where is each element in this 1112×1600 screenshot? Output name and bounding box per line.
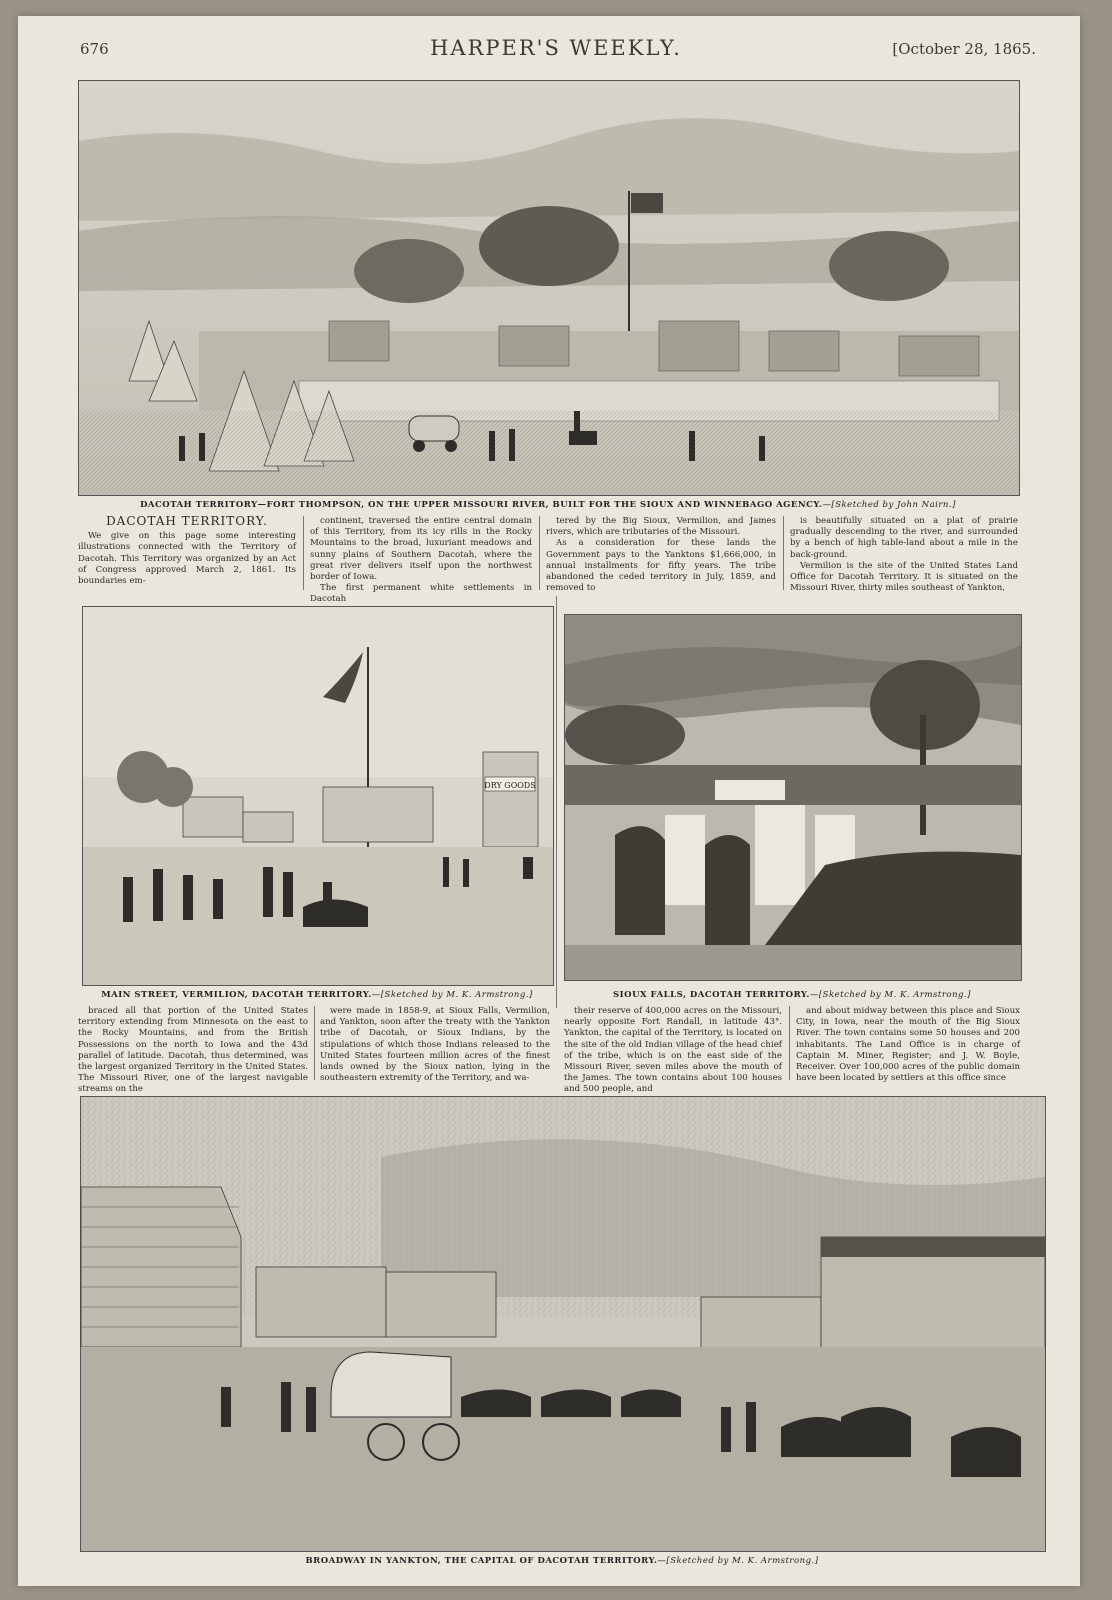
center-column-rule [556, 596, 557, 1008]
sioux-falls-engraving [565, 615, 1021, 980]
column-rule [314, 1006, 315, 1080]
article-paragraph: is beautifully situated on a plat of prairie gradually descending to the river, and surrounded by a bench of high table-land about a mile in the back-ground. [790, 516, 1018, 560]
caption-credit: —[Sketched by M. K. Armstrong.] [371, 990, 533, 1000]
caption-text: SIOUX FALLS, DACOTAH TERRITORY. [613, 990, 810, 1000]
vermilion-engraving [83, 607, 553, 985]
column-rule [539, 516, 540, 590]
newspaper-title: HARPER'S WEEKLY. [430, 36, 682, 60]
masthead [36, 34, 1076, 64]
article-column-3 [546, 516, 776, 594]
article-heading: DACOTAH TERRITORY. [106, 514, 268, 528]
yankton-engraving [81, 1097, 1045, 1551]
article-paragraph: Vermilion is the site of the United States Land Office for Dacotah Territory. It is situated on the Missouri River, thirty miles southeast of Yankton, [790, 560, 1018, 594]
article-column-2 [310, 516, 532, 605]
article-paragraph: We give on this page some interesting illustrations connected with the Territory of Dacotah. This Territory was organized by an Act of Congress approved March 2, 1861. Its boundaries em- [78, 531, 296, 587]
article-paragraph: were made in 1858-9, at Sioux Falls, Vermilion, and Yankton, soon after the treaty with the Yankton tribe of Dacotah, or Sioux Indians, by the stipulations of which those Indians released to the United States fourteen million acres of the finest lands owned by the Sioux nation, lying in the southeastern extremity of the Territory, and wa- [320, 1006, 550, 1084]
illustration-vermilion [82, 606, 554, 986]
article-paragraph: continent, traversed the entire central domain of this Territory, from its icy rills in the Rocky Mountains to the broad, luxuriant meadows and sunny plains of Southern Dacotah, where the great river delivers itself upon the northwest border of Iowa. [310, 516, 532, 583]
illustration-sioux-falls [564, 614, 1022, 981]
caption-credit: —[Sketched by M. K. Armstrong.] [809, 990, 971, 1000]
article-column-8 [796, 1006, 1020, 1084]
article-column-5 [78, 1006, 308, 1095]
article-paragraph: and about midway between this place and Sioux City, in Iowa, near the mouth of the Big Sioux River. The town contains some 50 houses and 200 inhabitants. The Land Office is in charge of Captain M. Miner, Register; and J. W. Boyle, Receiver. Over 100,000 acres of the public domain have been located by settlers at this office since [796, 1006, 1020, 1084]
dry-goods-sign: DRY GOODS [484, 781, 536, 790]
article-paragraph: The first permanent white settlements in Dacotah [310, 583, 532, 605]
article-paragraph: tered by the Big Sioux, Vermilion, and James rivers, which are tributaries of the Missouri. [546, 516, 776, 538]
illustration-fort-thompson [78, 80, 1020, 496]
issue-date: [October 28, 1865. [892, 40, 1036, 58]
article-column-6 [320, 1006, 550, 1084]
column-rule [783, 516, 784, 590]
caption-yankton [80, 1556, 1044, 1566]
column-rule [789, 1006, 790, 1080]
page-number: 676 [80, 40, 109, 58]
caption-vermilion [82, 990, 552, 1000]
article-column-1 [78, 516, 296, 590]
caption-credit: —[Sketched by M. K. Armstrong.] [657, 1556, 819, 1566]
caption-fort-thompson [78, 500, 1018, 510]
caption-text: BROADWAY IN YANKTON, THE CAPITAL OF DACOTAH TERRITORY. [305, 1556, 658, 1566]
article-paragraph: As a consideration for these lands the Government pays to the Yanktons $1,666,000, in annual installments for fifty years. The tribe abandoned the ceded territory in July, 1859, and removed to [546, 538, 776, 594]
article-paragraph: braced all that portion of the United States territory extending from Minnesota on the east to the Rocky Mountains, and from the British Possessions on the north to Iowa and the 43d parallel of latitude. Dacotah, thus determined, was the largest organized Territory in the United States. The Missouri River, one of the largest navigable streams on the [78, 1006, 308, 1095]
newspaper-page [18, 16, 1080, 1586]
caption-text: DACOTAH TERRITORY—FORT THOMPSON, ON THE UPPER MISSOURI RIVER, BUILT FOR THE SIOUX AND WINNEBAGO AGENCY. [140, 500, 823, 510]
illustration-yankton [80, 1096, 1046, 1552]
article-paragraph: their reserve of 400,000 acres on the Missouri, nearly opposite Fort Randall, in latitude 43°. Yankton, the capital of the Territory, is located on the site of the old Indian village of the head chief of the tribe, which is on the east side of the Missouri River, seven miles above the mouth of the James. The town contains about 100 houses and 500 people, and [564, 1006, 782, 1095]
caption-credit: —[Sketched by John Nairn.] [822, 500, 956, 510]
article-column-4 [790, 516, 1018, 594]
article-column-7 [564, 1006, 782, 1095]
column-rule [303, 516, 304, 590]
caption-sioux-falls [564, 990, 1020, 1000]
fort-thompson-engraving [79, 81, 1019, 495]
caption-text: MAIN STREET, VERMILION, DACOTAH TERRITORY. [101, 990, 372, 1000]
